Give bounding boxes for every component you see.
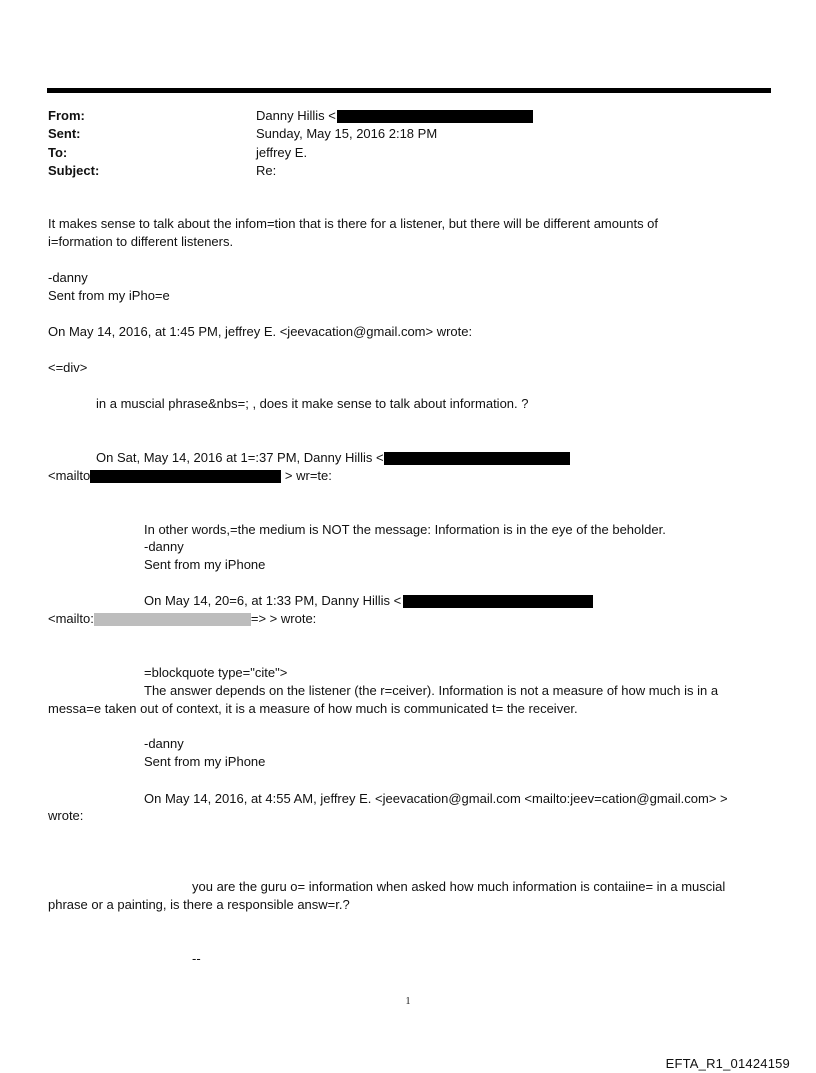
- html-tag-text: <=div>: [48, 360, 88, 375]
- quote-header: [48, 467, 332, 485]
- redaction-bar: [403, 595, 593, 608]
- signature: Sent from my iPho=e: [48, 288, 170, 303]
- body-text: It makes sense to talk about the infom=tion that is there for a listener, but there will be different amounts of: [48, 216, 659, 231]
- redaction-bar: [94, 613, 251, 626]
- quoted-text: In other words,=the medium is NOT the message: Information is in the eye of the beholder.: [144, 522, 666, 537]
- quote-header-text: On Sat, May 14, 2016 at 1=:37 PM, Danny Hillis <: [96, 450, 384, 465]
- to-row: [48, 143, 768, 162]
- quoted-text: -danny: [144, 736, 184, 751]
- from-label: From:: [48, 108, 85, 123]
- from-value: [256, 106, 533, 125]
- wrote-text: > wr=te:: [284, 468, 332, 483]
- quoted-text: -danny: [144, 539, 184, 554]
- to-label: To:: [48, 145, 68, 160]
- quote-header: [96, 449, 570, 467]
- quote-header: On May 14, 2016, at 1:45 PM, jeffrey E. <jeevacation@gmail.com> wrote:: [48, 324, 473, 339]
- quote-header: [48, 610, 316, 628]
- redaction-bar: [90, 470, 281, 483]
- quoted-text: The answer depends on the listener (the r=ceiver). Information is not a measure of how much is in a: [144, 683, 719, 698]
- quote-header-text: On May 14, 20=6, at 1:33 PM, Danny Hillis <: [144, 593, 402, 608]
- to-value: jeffrey E.: [256, 145, 308, 160]
- quote-header: On May 14, 2016, at 4:55 AM, jeffrey E. <jeevacation@gmail.com <mailto:jeev=cation@gmail.com> >: [144, 791, 728, 806]
- sent-label: Sent:: [48, 126, 81, 141]
- subject-value: Re:: [256, 163, 277, 178]
- quote-header: wrote:: [48, 808, 84, 823]
- quoted-text: in a muscial phrase&nbs=; , does it make sense to talk about information. ?: [96, 396, 529, 411]
- redaction-bar: [384, 452, 570, 465]
- separator-dashes: --: [192, 951, 201, 966]
- redaction-bar: [337, 110, 533, 123]
- from-row: [48, 106, 768, 125]
- mailto-text: <mailto:: [48, 611, 94, 626]
- body-text: i=formation to different listeners.: [48, 234, 234, 249]
- from-name: Danny Hillis <: [256, 108, 336, 123]
- quoted-text: Sent from my iPhone: [144, 754, 266, 769]
- page-number: 1: [405, 996, 411, 1007]
- sent-value: Sunday, May 15, 2016 2:18 PM: [256, 126, 438, 141]
- signature: -danny: [48, 270, 88, 285]
- subject-row: [48, 161, 768, 180]
- wrote-text: => > wrote:: [250, 611, 317, 626]
- html-tag-text: =blockquote type="cite">: [144, 665, 288, 680]
- header-rule: [47, 88, 771, 93]
- quoted-text: phrase or a painting, is there a responsible answ=r.?: [48, 897, 350, 912]
- sent-row: [48, 124, 768, 143]
- subject-label: Subject:: [48, 163, 100, 178]
- bates-number: EFTA_R1_01424159: [665, 1056, 790, 1071]
- quoted-text: you are the guru o= information when asked how much information is contaiine= in a muscial: [192, 879, 726, 894]
- quote-header: [144, 592, 593, 610]
- mailto-text: <mailto: [48, 468, 91, 483]
- quoted-text: Sent from my iPhone: [144, 557, 266, 572]
- quoted-text: messa=e taken out of context, it is a measure of how much is communicated t= the receiver.: [48, 701, 578, 716]
